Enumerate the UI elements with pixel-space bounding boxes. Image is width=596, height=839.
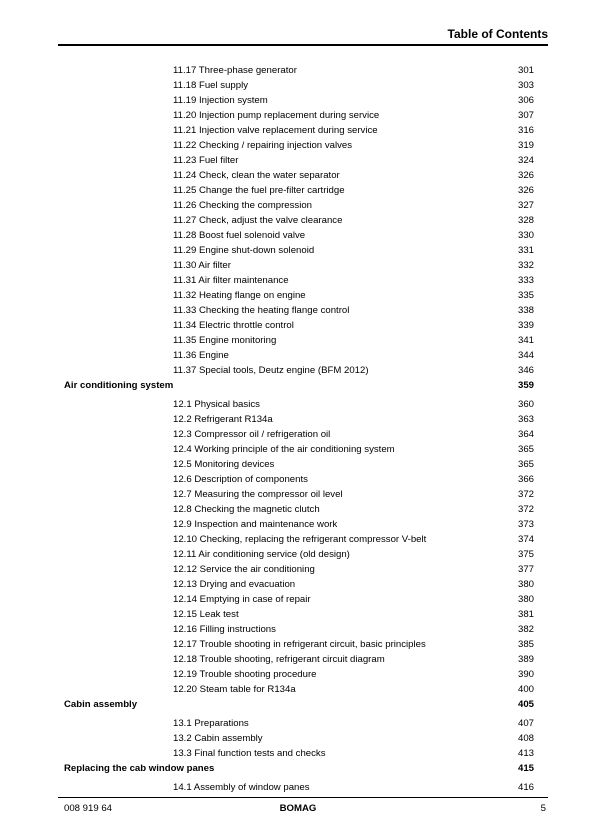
toc-entry-page: 373 <box>517 519 534 530</box>
toc-section-entry[interactable] <box>0 637 596 652</box>
toc-section-entry[interactable] <box>0 502 596 517</box>
toc-section-entry[interactable] <box>0 472 596 487</box>
toc-entry-page: 331 <box>517 245 534 256</box>
toc-entry-page: 389 <box>517 654 534 665</box>
toc-entry-page: 382 <box>517 624 534 635</box>
toc-chapter-entry[interactable] <box>0 761 596 778</box>
toc-section-entry[interactable] <box>0 363 596 378</box>
toc-entry-label: 11.23 Fuel filter <box>173 155 239 166</box>
toc-entry-page: 360 <box>517 399 534 410</box>
toc-entry-label: 11.17 Three-phase generator <box>173 65 297 76</box>
toc-section-entry[interactable] <box>0 622 596 637</box>
toc-section-entry[interactable] <box>0 123 596 138</box>
toc-section-entry[interactable] <box>0 667 596 682</box>
toc-section-entry[interactable] <box>0 592 596 607</box>
toc-entry-page: 306 <box>517 95 534 106</box>
toc-section-entry[interactable] <box>0 607 596 622</box>
toc-entry-page: 374 <box>517 534 534 545</box>
toc-section-entry[interactable] <box>0 273 596 288</box>
toc-entry-label: 12.14 Emptying in case of repair <box>173 594 311 605</box>
toc-section-entry[interactable] <box>0 78 596 93</box>
toc-entry-label: 12.17 Trouble shooting in refrigerant circuit, basic principles <box>173 639 426 650</box>
toc-entry-label: 11.20 Injection pump replacement during service <box>173 110 380 121</box>
toc-entry-page: 407 <box>517 718 534 729</box>
toc-entry-label: 12.8 Checking the magnetic clutch <box>173 504 320 515</box>
toc-section-entry[interactable] <box>0 348 596 363</box>
toc-chapter-entry[interactable] <box>0 378 596 395</box>
toc-entry-label: 13.3 Final function tests and checks <box>173 748 326 759</box>
toc-entry-page: 332 <box>517 260 534 271</box>
toc-entry-page: 307 <box>517 110 534 121</box>
footer-divider <box>58 797 548 798</box>
toc-section-entry[interactable] <box>0 63 596 78</box>
toc-entry-label: 14.1 Assembly of window panes <box>173 782 310 793</box>
toc-section-entry[interactable] <box>0 168 596 183</box>
toc-entry-page: 301 <box>517 65 534 76</box>
toc-entry-label: 12.15 Leak test <box>173 609 239 620</box>
toc-entry-label: 11.26 Checking the compression <box>173 200 313 211</box>
toc-entry-label: 11.27 Check, adjust the valve clearance <box>173 215 343 226</box>
toc-entry-page: 338 <box>517 305 534 316</box>
toc-entry-label: 12.4 Working principle of the air conditioning system <box>173 444 395 455</box>
toc-entry-page: 380 <box>517 594 534 605</box>
toc-entry-label: 12.12 Service the air conditioning <box>173 564 315 575</box>
toc-section-entry[interactable] <box>0 288 596 303</box>
footer-doc-number: 008 919 64 <box>64 803 113 814</box>
toc-entry-page: 346 <box>517 365 534 376</box>
toc-entry-page: 319 <box>517 140 534 151</box>
toc-entry-page: 328 <box>517 215 534 226</box>
toc-section-entry[interactable] <box>0 532 596 547</box>
toc-entry-label: 12.18 Trouble shooting, refrigerant circuit diagram <box>173 654 385 665</box>
toc-entry-page: 335 <box>517 290 534 301</box>
toc-entry-label: 11.21 Injection valve replacement during service <box>173 125 378 136</box>
toc-section-entry[interactable] <box>0 652 596 667</box>
toc-entry-page: 366 <box>517 474 534 485</box>
toc-entry-page: 372 <box>517 489 534 500</box>
toc-entry-page: 385 <box>517 639 534 650</box>
toc-section-entry[interactable] <box>0 228 596 243</box>
toc-section-entry[interactable] <box>0 682 596 697</box>
toc-entry-page: 416 <box>517 782 534 793</box>
toc-entry-page: 363 <box>517 414 534 425</box>
toc-entry-label: 12.19 Trouble shooting procedure <box>173 669 317 680</box>
toc-entry-label: 12.6 Description of components <box>173 474 308 485</box>
header-divider <box>58 44 548 46</box>
toc-entry-label: 11.33 Checking the heating flange control <box>173 305 350 316</box>
toc-entry-label: 12.10 Checking, replacing the refrigerant compressor V-belt <box>173 534 427 545</box>
toc-section-entry[interactable] <box>0 746 596 761</box>
toc-entry-page: 344 <box>517 350 534 361</box>
toc-section-entry[interactable] <box>0 780 596 795</box>
toc-entry-label: 13.1 Preparations <box>173 718 249 729</box>
toc-entry-page: 330 <box>517 230 534 241</box>
toc-section-entry[interactable] <box>0 138 596 153</box>
toc-entry-label: 11.28 Boost fuel solenoid valve <box>173 230 306 241</box>
toc-entry-page: 339 <box>517 320 534 331</box>
toc-entry-page: 377 <box>517 564 534 575</box>
toc-entry-label: 12.9 Inspection and maintenance work <box>173 519 338 530</box>
toc-entry-label: 12.2 Refrigerant R134a <box>173 414 273 425</box>
toc-chapter-entry[interactable] <box>0 697 596 714</box>
toc-entry-page: 413 <box>517 748 534 759</box>
toc-section-entry[interactable] <box>0 442 596 457</box>
toc-section-entry[interactable] <box>0 716 596 731</box>
toc-entry-label: 11.25 Change the fuel pre-filter cartridge <box>173 185 345 196</box>
toc-entry-page: 333 <box>517 275 534 286</box>
toc-section-entry[interactable] <box>0 243 596 258</box>
header-title: Table of Contents <box>447 27 548 41</box>
toc-entry-label: 11.36 Engine <box>173 350 229 361</box>
toc-entry-page: 365 <box>517 444 534 455</box>
toc-entry-label: 11.32 Heating flange on engine <box>173 290 306 301</box>
toc-entry-label: Air conditioning system <box>64 380 174 391</box>
toc-entry-label: 11.31 Air filter maintenance <box>173 275 289 286</box>
toc-section-entry[interactable] <box>0 397 596 412</box>
toc-entry-page: 341 <box>517 335 534 346</box>
toc-section-entry[interactable] <box>0 427 596 442</box>
toc-entry-label: 11.22 Checking / repairing injection valves <box>173 140 353 151</box>
toc-entry-page: 390 <box>517 669 534 680</box>
toc-section-entry[interactable] <box>0 333 596 348</box>
toc-entry-page: 303 <box>517 80 534 91</box>
toc-section-entry[interactable] <box>0 547 596 562</box>
toc-section-entry[interactable] <box>0 303 596 318</box>
toc-section-entry[interactable] <box>0 412 596 427</box>
toc-section-entry[interactable] <box>0 562 596 577</box>
toc-entry-page: 372 <box>517 504 534 515</box>
toc-section-entry[interactable] <box>0 487 596 502</box>
toc-section-entry[interactable] <box>0 577 596 592</box>
toc-section-entry[interactable] <box>0 93 596 108</box>
toc-list <box>0 63 596 795</box>
toc-entry-page: 381 <box>517 609 534 620</box>
toc-entry-label: 11.30 Air filter <box>173 260 231 271</box>
toc-entry-label: Cabin assembly <box>64 699 138 710</box>
footer-page-number: 5 <box>540 803 546 814</box>
toc-entry-label: 12.5 Monitoring devices <box>173 459 275 470</box>
toc-section-entry[interactable] <box>0 198 596 213</box>
toc-section-entry[interactable] <box>0 183 596 198</box>
toc-section-entry[interactable] <box>0 153 596 168</box>
toc-section-entry[interactable] <box>0 258 596 273</box>
toc-entry-label: Replacing the cab window panes <box>64 763 215 774</box>
toc-entry-page: 316 <box>517 125 534 136</box>
footer-brand: BOMAG <box>279 803 317 814</box>
toc-entry-label: 12.13 Drying and evacuation <box>173 579 296 590</box>
toc-entry-page: 359 <box>517 380 534 391</box>
toc-entry-page: 400 <box>517 684 534 695</box>
toc-entry-page: 326 <box>517 170 534 181</box>
toc-entry-page: 380 <box>517 579 534 590</box>
toc-section-entry[interactable] <box>0 731 596 746</box>
toc-entry-label: 13.2 Cabin assembly <box>173 733 263 744</box>
toc-entry-label: 11.29 Engine shut-down solenoid <box>173 245 315 256</box>
toc-entry-page: 327 <box>517 200 534 211</box>
toc-entry-label: 12.1 Physical basics <box>173 399 260 410</box>
toc-entry-label: 11.19 Injection system <box>173 95 268 106</box>
toc-entry-label: 11.34 Electric throttle control <box>173 320 294 331</box>
toc-section-entry[interactable] <box>0 318 596 333</box>
toc-entry-page: 375 <box>517 549 534 560</box>
toc-entry-label: 12.3 Compressor oil / refrigeration oil <box>173 429 331 440</box>
toc-entry-page: 365 <box>517 459 534 470</box>
toc-entry-label: 12.7 Measuring the compressor oil level <box>173 489 343 500</box>
toc-entry-page: 324 <box>517 155 534 166</box>
toc-entry-label: 11.24 Check, clean the water separator <box>173 170 340 181</box>
toc-entry-label: 11.18 Fuel supply <box>173 80 249 91</box>
toc-section-entry[interactable] <box>0 213 596 228</box>
toc-section-entry[interactable] <box>0 457 596 472</box>
toc-entry-page: 405 <box>517 699 534 710</box>
toc-entry-label: 11.37 Special tools, Deutz engine (BFM 2012) <box>173 365 369 376</box>
toc-entry-page: 364 <box>517 429 534 440</box>
toc-section-entry[interactable] <box>0 108 596 123</box>
toc-entry-page: 408 <box>517 733 534 744</box>
toc-entry-label: 12.11 Air conditioning service (old design) <box>173 549 350 560</box>
toc-section-entry[interactable] <box>0 517 596 532</box>
toc-entry-label: 12.16 Filling instructions <box>173 624 276 635</box>
toc-entry-label: 12.20 Steam table for R134a <box>173 684 296 695</box>
toc-entry-label: 11.35 Engine monitoring <box>173 335 277 346</box>
toc-entry-page: 326 <box>517 185 534 196</box>
toc-entry-page: 415 <box>517 763 534 774</box>
